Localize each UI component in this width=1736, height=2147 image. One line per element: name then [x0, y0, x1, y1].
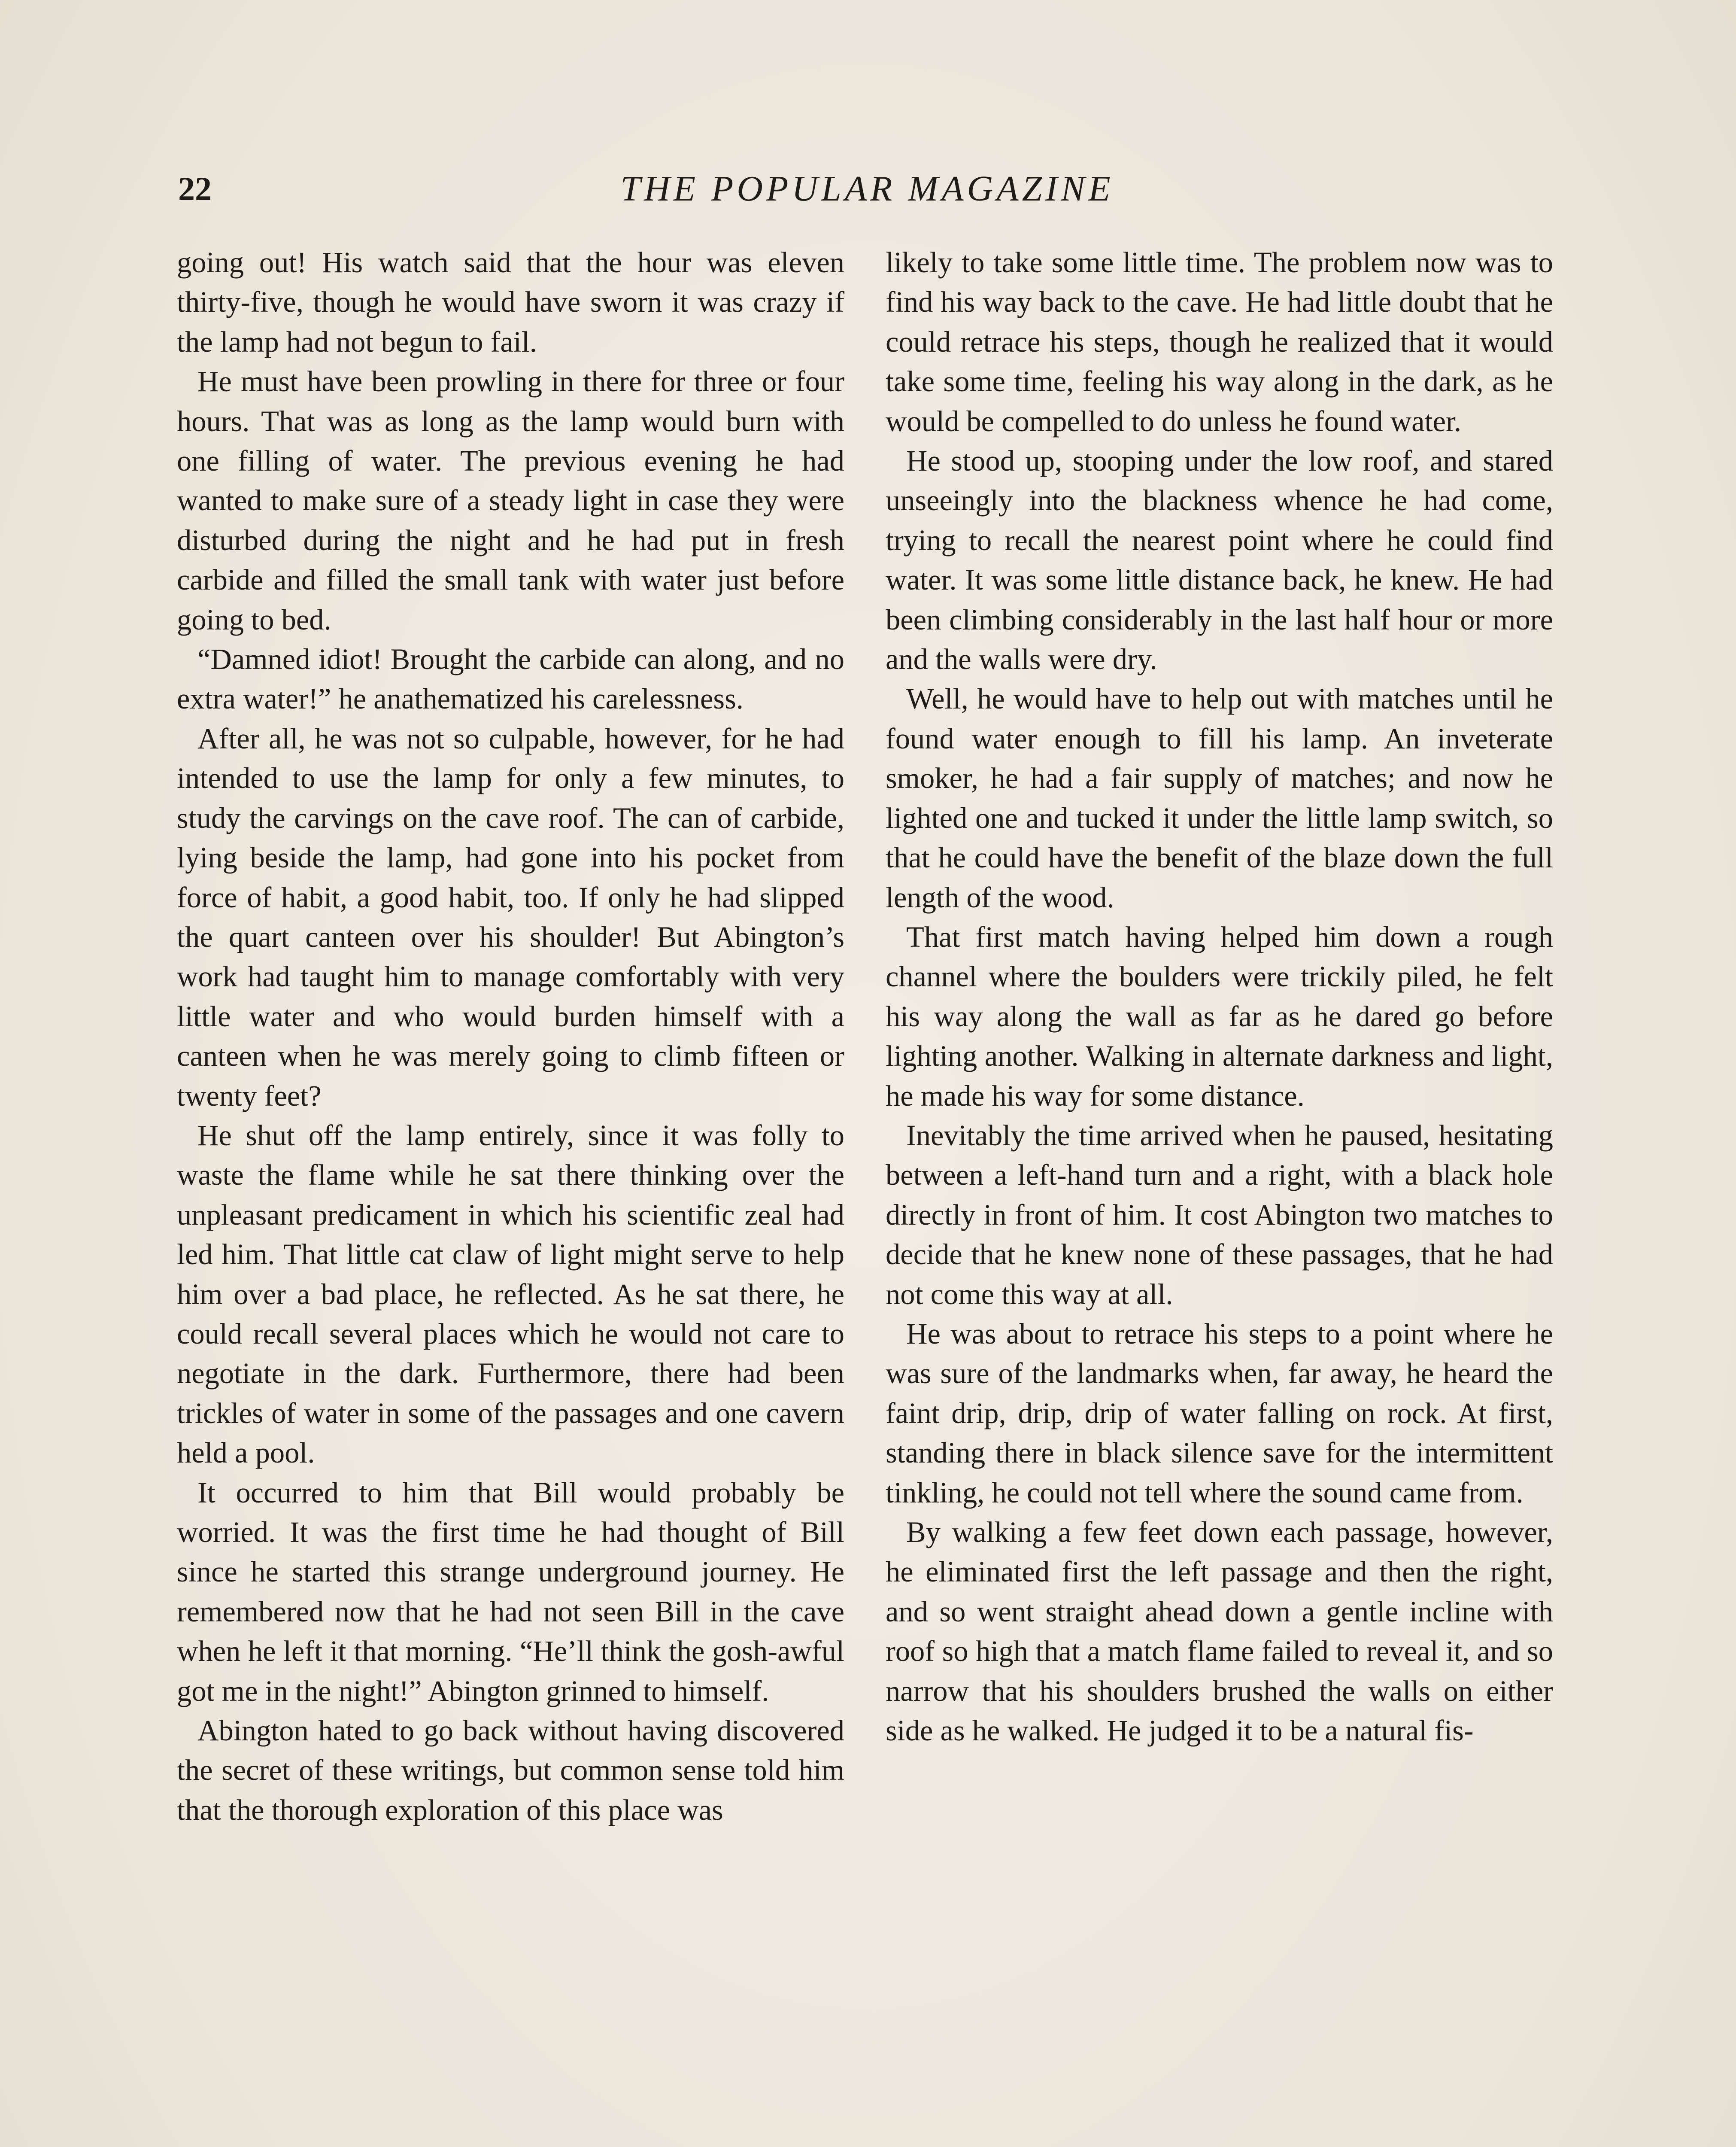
page-number: 22: [178, 170, 212, 207]
paragraph: likely to take some little time. The problem now was to find his way back to the cave. He had little doubt that he could retrace his steps, though he realized that it would take some time, feeling his way along in the dark, as he would be compelled to do unless he found water.: [886, 246, 1553, 438]
paragraph: After all, he was not so culpable, however, for he had intended to use the lamp for only a few minutes, to study the carvings on the cave roof. The can of carbide, lying beside the lamp, had gone into his pocket from force of habit, a good habit, too. If only he had slipped the quart canteen over his shoulder! But Abington’s work had taught him to manage comfortably with very little water and who would burden himself with a canteen when he was merely going to climb fifteen or twenty feet?: [177, 722, 844, 1112]
paragraph: It occurred to him that Bill would probably be worried. It was the first time he had thought of Bill since he started this strange underground journey. He remembered now that he had not seen Bill in the cave when he left it that morning. “He’ll think the gosh-awful got me in the night!” Abington grinned to himself.: [177, 1476, 844, 1707]
running-head: THE POPULAR MAGAZINE: [620, 169, 1114, 209]
paragraph: He stood up, stooping under the low roof, and stared unseeingly into the blackness whence he had come, trying to recall the nearest point where he could find water. It was some little distance back, he knew. He had been climbing considerably in the last half hour or more and the walls were dry.: [886, 444, 1553, 676]
paragraph: He shut off the lamp entirely, since it was folly to waste the flame while he sat there thinking over the unpleasant predicament in which his scientific zeal had led him. That little cat claw of light might serve to help him over a bad place, he reflected. As he sat there, he could recall several places which he would not care to negotiate in the dark. Furthermore, there had been trickles of water in some of the passages and one cavern held a pool.: [177, 1119, 844, 1469]
paragraph: Inevitably the time arrived when he paused, hesitating between a left-hand turn and a right, with a black hole directly in front of him. It cost Abington two matches to decide that he knew none of these passages, that he had not come this way at all.: [886, 1119, 1553, 1311]
paragraph: going out! His watch said that the hour was eleven thirty-five, though he would have sworn it was crazy if the lamp had not begun to fail.: [177, 246, 844, 358]
paragraph: That first match having helped him down a rough channel where the boulders were trickily piled, he felt his way along the wall as far as he dared go before lighting another. Walking in alternate darkness and light, he made his way for some distance.: [886, 920, 1553, 1112]
paragraph: “Damned idiot! Brought the carbide can along, and no extra water!” he anathematized his carelessness.: [177, 643, 844, 715]
page-header: [178, 163, 1556, 215]
right-column: [886, 243, 1553, 1750]
left-column: [177, 243, 844, 1830]
paragraph: Abington hated to go back without having discovered the secret of these writings, but common sense told him that the thorough exploration of this place was: [177, 1714, 844, 1826]
paragraph: Well, he would have to help out with matches until he found water enough to fill his lamp. An inveterate smoker, he had a fair supply of matches; and now he lighted one and tucked it under the little lamp switch, so that he could have the benefit of the blaze down the full length of the wood.: [886, 682, 1553, 914]
paragraph: By walking a few feet down each passage, however, he eliminated first the left passage and then the right, and so went straight ahead down a gentle incline with roof so high that a match flame failed to reveal it, and so narrow that his shoulders brushed the walls on either side as he walked. He judged it to be a natural fis-: [886, 1516, 1553, 1747]
paragraph: He was about to retrace his steps to a point where he was sure of the landmarks when, far away, he heard the faint drip, drip, drip of water falling on rock. At first, standing there in black silence save for the intermittent tinkling, he could not tell where the sound came from.: [886, 1317, 1553, 1509]
paragraph: He must have been prowling in there for three or four hours. That was as long as the lamp would burn with one filling of water. The previous evening he had wanted to make sure of a steady light in case they were disturbed during the night and he had put in fresh carbide and filled the small tank with water just before going to bed.: [177, 365, 844, 636]
